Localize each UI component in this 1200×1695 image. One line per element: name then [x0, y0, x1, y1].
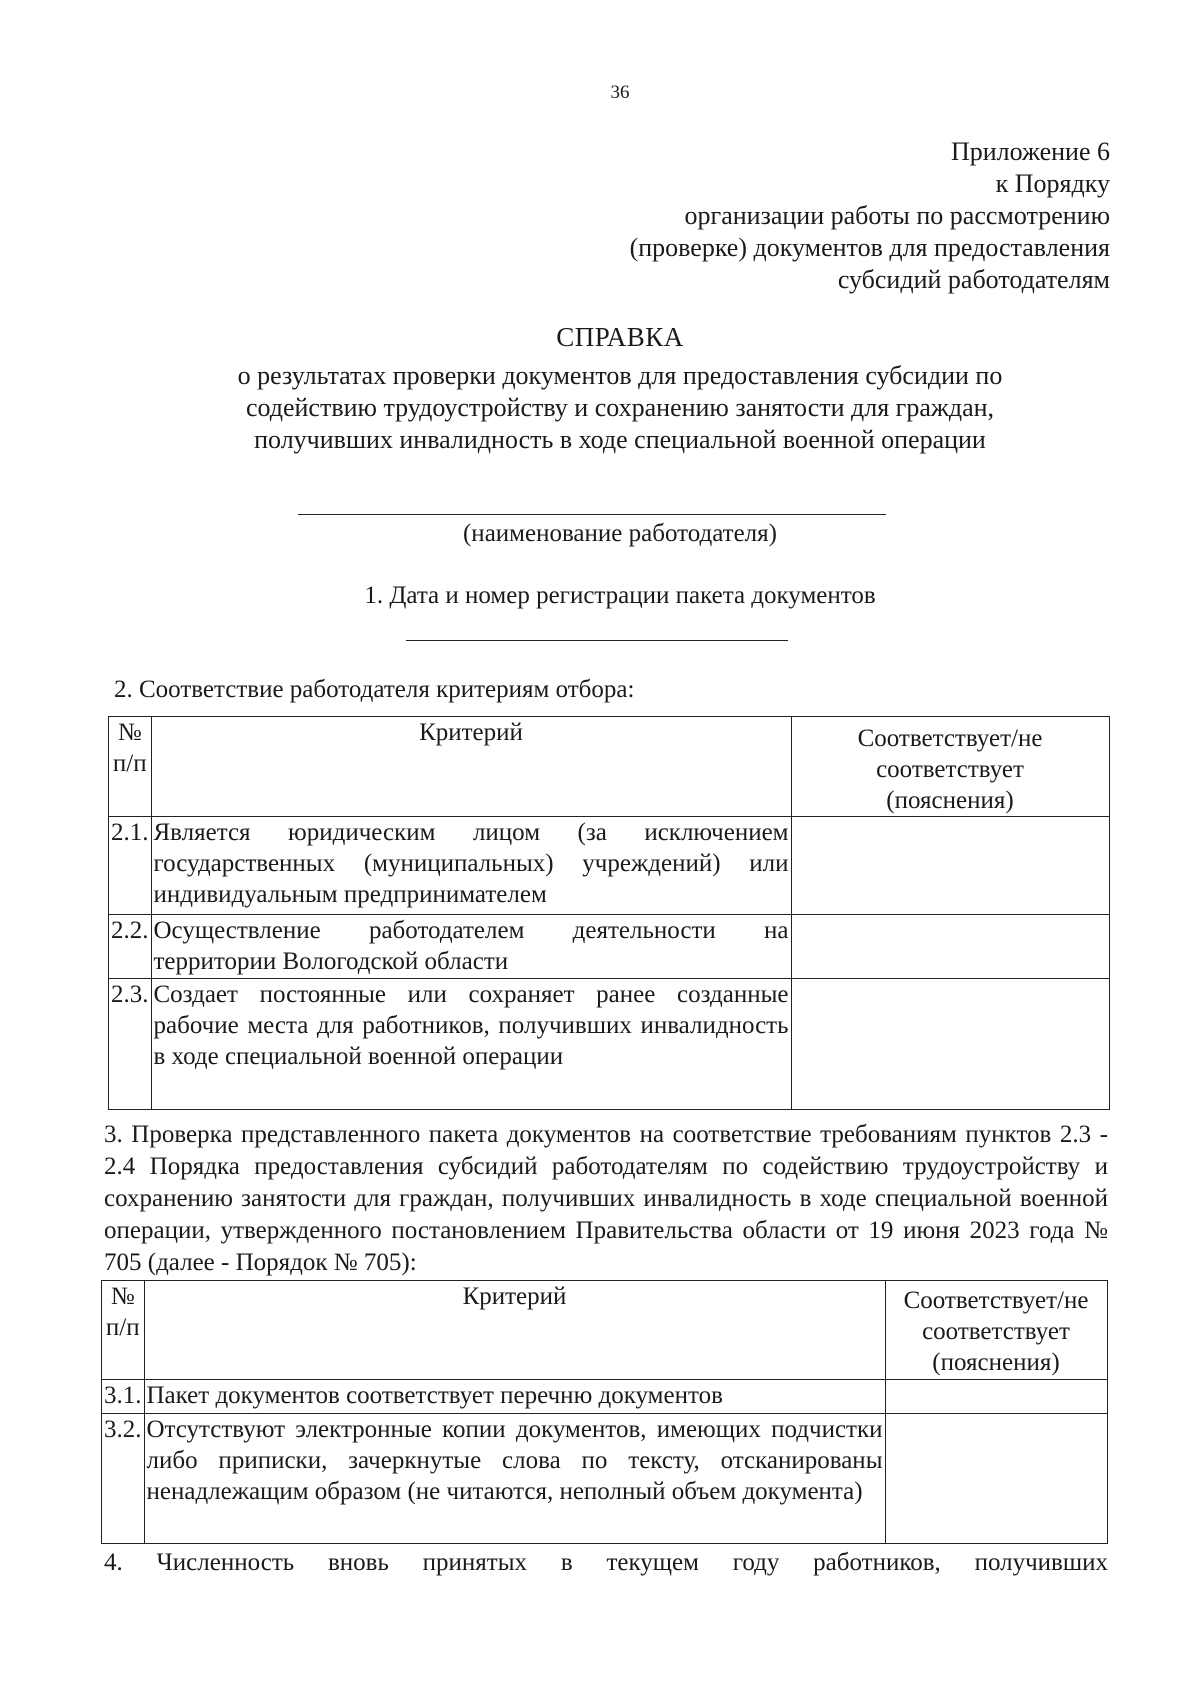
appendix-line: организации работы по рассмотрению	[684, 201, 1110, 230]
row-criterion: Является юридическим лицом (за исключением государственных (муниципальных) учреждений) или индивидуальным предпринимателем	[151, 817, 791, 915]
table-header-row	[109, 717, 1110, 817]
document-subtitle	[120, 360, 1120, 456]
row-criterion: Осуществление работодателем деятельности на территории Вологодской области	[151, 915, 791, 979]
criteria-table-3	[101, 1280, 1108, 1544]
appendix-line: субсидий работодателям	[837, 265, 1110, 294]
row-criterion: Пакет документов соответствует перечню документов	[144, 1380, 885, 1414]
row-status-cell	[791, 979, 1109, 1110]
row-num: 3.1.	[102, 1380, 145, 1414]
employer-name-caption: (наименование работодателя)	[462, 520, 777, 547]
section-2-heading: 2. Соответствие работодателя критериям отбора:	[114, 676, 635, 703]
row-status-cell	[791, 817, 1109, 915]
document-title: СПРАВКА	[556, 322, 684, 352]
header-criterion: Критерий	[144, 1281, 885, 1380]
employer-name-blank-line	[298, 514, 886, 515]
subtitle-line: о результатах проверки документов для предоставления субсидии по	[237, 361, 1003, 390]
section-3-paragraph: 3. Проверка представленного пакета документов на соответствие требованиям пунктов 2.3 - 2.4 Порядка предоставления субсидий работодателям по содействию трудоустройству и сохранению занятости для граждан, получивших инвалидность в ходе специальной военной операции, утвержденного постановлением Правительства области от 19 июня 2023 года № 705 (далее - Порядок № 705):	[104, 1121, 1108, 1276]
row-num: 3.2.	[102, 1414, 145, 1544]
row-criterion: Отсутствуют электронные копии документов, имеющих подчистки либо приписки, зачеркнутые слова по тексту, отсканированы ненадлежащим образом (не читаются, неполный объем документа)	[144, 1414, 885, 1544]
criteria-table-2	[108, 716, 1110, 1110]
appendix-line: (проверке) документов для предоставления	[629, 233, 1110, 262]
table-row	[109, 915, 1110, 979]
row-num: 2.3.	[109, 979, 152, 1110]
subtitle-line: содействию трудоустройству и сохранению занятости для граждан,	[245, 393, 995, 422]
appendix-line: Приложение 6	[950, 137, 1110, 166]
header-criterion: Критерий	[151, 717, 791, 817]
section-4-paragraph: 4. Численность вновь принятых в текущем году работников, получивших	[104, 1549, 1108, 1576]
page-number: 36	[610, 82, 630, 103]
row-status-cell	[885, 1414, 1107, 1544]
row-status-cell	[791, 915, 1109, 979]
header-num: № п/п	[102, 1281, 145, 1380]
row-criterion: Создает постоянные или сохраняет ранее созданные рабочие места для работников, получивших инвалидность в ходе специальной военной операции	[151, 979, 791, 1110]
table-row	[109, 817, 1110, 915]
table-header-row	[102, 1281, 1108, 1380]
row-num: 2.2.	[109, 915, 152, 979]
subtitle-line: получивших инвалидность в ходе специальной военной операции	[254, 425, 986, 454]
appendix-line: к Порядку	[995, 169, 1110, 198]
header-num: № п/п	[109, 717, 152, 817]
table-row	[102, 1414, 1108, 1544]
row-status-cell	[885, 1380, 1107, 1414]
row-num: 2.1.	[109, 817, 152, 915]
appendix-header	[630, 136, 1110, 296]
section-1-heading: 1. Дата и номер регистрации пакета документов	[364, 582, 876, 609]
registration-blank-line	[406, 640, 788, 641]
header-status: Соответствует/не соответствует (пояснения)	[791, 717, 1109, 817]
header-status: Соответствует/не соответствует (пояснения)	[885, 1281, 1107, 1380]
table-row	[109, 979, 1110, 1110]
table-row	[102, 1380, 1108, 1414]
